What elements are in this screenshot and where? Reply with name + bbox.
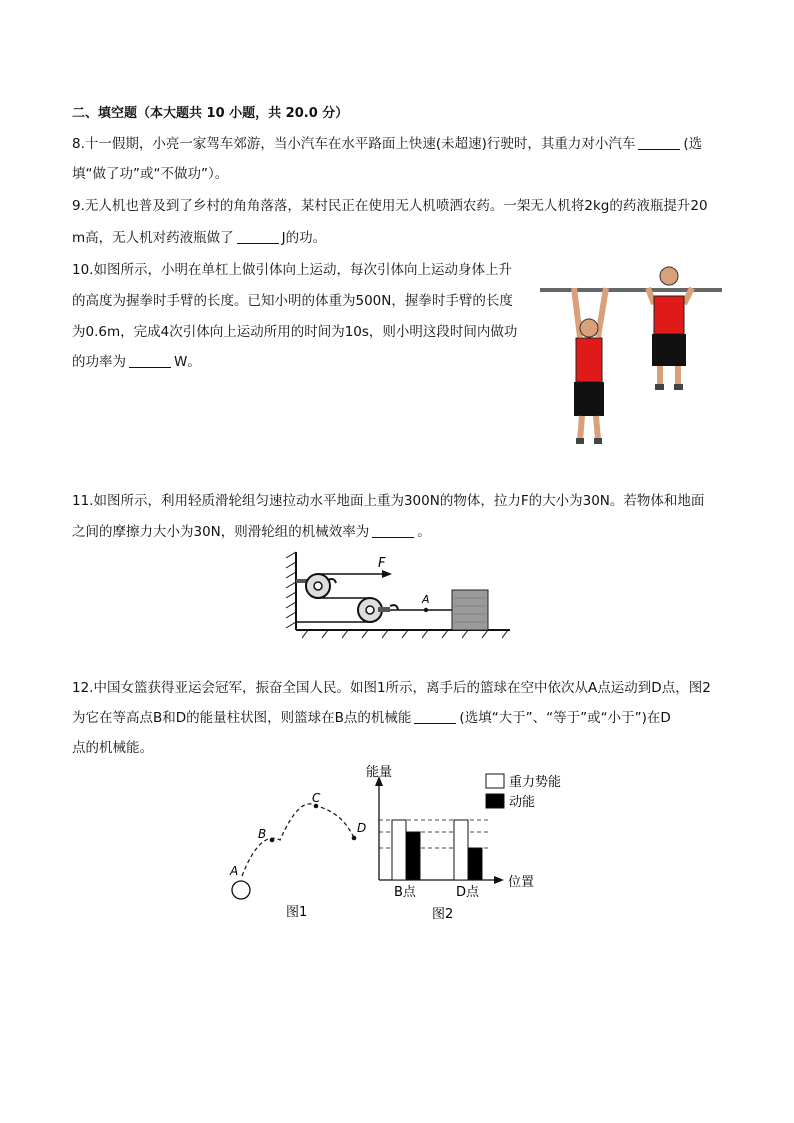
horizontal-bar — [540, 288, 722, 292]
category-label-1: D点 — [456, 885, 480, 900]
point-label-c: C — [312, 791, 321, 805]
pullup-figure — [536, 262, 726, 452]
q12-answer-blank[interactable] — [414, 709, 456, 724]
q11-answer-blank[interactable] — [372, 523, 414, 538]
question-12-line-1: 12.中国女篮获得亚运会冠军，振奋全国人民。如图1所示，离手后的篮球在空中依次从A点运动到D点，图2 — [72, 680, 711, 696]
y-axis-label: 能量 — [366, 765, 393, 780]
bar-1-0 — [454, 820, 468, 880]
block — [452, 590, 488, 630]
legend-label-0: 重力势能 — [509, 775, 562, 790]
q12-text: 为它在等高点B和D的能量柱状图，则篮球在B点的机械能 — [72, 710, 412, 726]
pulley-figure — [282, 550, 514, 640]
question-10-line-4 — [72, 352, 201, 372]
q11-text: 之间的摩擦力大小为30N，则滑轮组的机械效率为 — [72, 524, 370, 540]
question-8-line-1 — [72, 134, 702, 154]
point-label-b: B — [258, 827, 267, 841]
question-10-line-2: 的高度为握拳时手臂的长度。已知小明的体重为500N，握拳时手臂的长度 — [72, 293, 513, 309]
q8-answer-blank[interactable] — [638, 135, 680, 150]
x-axis-arrow — [494, 876, 504, 884]
question-9-line-2 — [72, 228, 326, 248]
question-10-line-3: 为0.6m，完成4次引体向上运动所用的时间为10s，则小明这段时间内做功 — [72, 324, 518, 340]
question-12-line-3: 点的机械能。 — [72, 740, 153, 756]
bar-0-0 — [392, 820, 406, 880]
legend-label-1: 动能 — [509, 795, 536, 810]
point-label-d: D — [357, 821, 367, 835]
q10-answer-blank[interactable] — [129, 353, 171, 368]
point-a-label: A — [422, 593, 430, 606]
q11-text-tail: 。 — [417, 524, 431, 540]
question-12-line-2 — [72, 708, 671, 728]
figure-1-caption: 图1 — [286, 905, 308, 920]
q8-text: 8.十一假期，小亮一家驾车郊游，当小汽车在水平路面上快速(未超速)行驶时，其重力对小汽车 — [72, 136, 636, 152]
force-label: F — [378, 556, 386, 571]
point-label-a: A — [230, 864, 239, 878]
bar-1-1 — [468, 848, 482, 880]
x-axis-label: 位置 — [508, 875, 535, 890]
force-arrow — [382, 570, 392, 578]
q9-answer-blank[interactable] — [237, 229, 279, 244]
q9-text-tail: J的功。 — [281, 230, 327, 246]
q9-text: m高，无人机对药液瓶做了 — [72, 230, 234, 246]
legend-swatch-0 — [486, 774, 504, 788]
energy-bar-chart — [360, 762, 590, 930]
q12-text-tail: (选填“大于”、“等于”或“小于”)在D — [459, 710, 671, 726]
fixed-pulley — [296, 574, 336, 598]
figure-2-caption: 图2 — [432, 907, 454, 922]
section-header: 二、填空题（本大题共 10 小题，共 20.0 分） — [72, 106, 349, 121]
question-10-line-1: 10.如图所示，小明在单杠上做引体向上运动，每次引体向上运动身体上升 — [72, 262, 512, 278]
point-a — [424, 608, 428, 612]
question-11-line-1: 11.如图所示，利用轻质滑轮组匀速拉动水平地面上重为300N的物体，拉力F的大小为30N。若物体和地面 — [72, 493, 705, 509]
q10-text: 的功率为 — [72, 354, 126, 370]
basketball — [232, 881, 250, 899]
person-hanging — [574, 288, 606, 444]
question-8-line-2: 填“做了功”或“不做功”）。 — [72, 166, 229, 182]
question-11-line-2 — [72, 522, 431, 542]
bar-0-1 — [406, 832, 420, 880]
legend-swatch-1 — [486, 794, 504, 808]
q10-text-tail: W。 — [174, 354, 201, 370]
person-pulled-up — [648, 267, 692, 390]
category-label-0: B点 — [394, 885, 416, 900]
q8-text-tail: (选 — [683, 136, 703, 152]
question-9-line-1: 9.无人机也普及到了乡村的角角落落，某村民正在使用无人机喷洒农药。一架无人机将2kg的药液瓶提升20 — [72, 198, 708, 214]
trajectory-figure — [220, 790, 380, 930]
